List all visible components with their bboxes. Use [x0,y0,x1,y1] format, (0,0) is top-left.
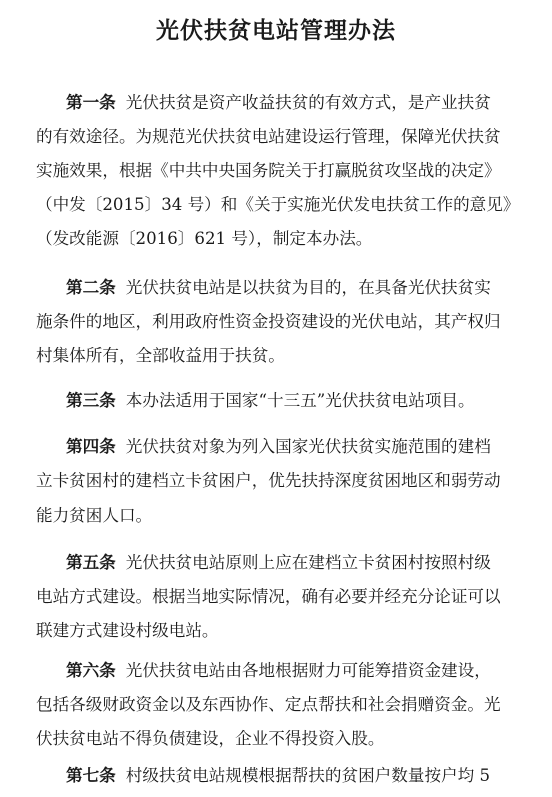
article-6-line-1: 第六条 光伏扶贫电站由各地根据财力可能筹措资金建设， [66,661,491,680]
article-5-line-3: 联建方式建设村级电站。 [36,621,219,640]
article-4-line-2: 立卡贫困村的建档立卡贫困户，优先扶持深度贫困地区和弱劳动 [36,471,501,490]
article-2-line-1: 第二条 光伏扶贫电站是以扶贫为目的，在具备光伏扶贫实 [66,278,491,297]
article-1-line-5: （发改能源〔2016〕621 号），制定本办法。 [36,229,373,248]
article-5-heading: 第五条 [66,553,116,572]
article-2-line-2: 施条件的地区，利用政府性资金投资建设的光伏电站，其产权归 [36,312,501,331]
article-7-line-1: 第七条 村级扶贫电站规模根据帮扶的贫困户数量按户均 5 [66,766,491,785]
article-4-line-3: 能力贫困人口。 [36,506,153,525]
article-1-heading: 第一条 [66,93,116,112]
document-title: 光伏扶贫电站管理办法 [156,18,396,44]
article-6-line-2: 包括各级财政资金以及东西协作、定点帮扶和社会捐赠资金。光 [36,695,501,714]
article-4-line-1: 第四条 光伏扶贫对象为列入国家光伏扶贫实施范围的建档 [66,437,491,456]
article-4-heading: 第四条 [66,437,116,456]
article-5-line-1: 第五条 光伏扶贫电站原则上应在建档立卡贫困村按照村级 [66,553,491,572]
article-2-line-3: 村集体所有，全部收益用于扶贫。 [36,346,285,365]
article-5-line-2: 电站方式建设。根据当地实际情况，确有必要并经充分论证可以 [36,587,501,606]
article-6-heading: 第六条 [66,661,116,680]
article-3-heading: 第三条 [66,391,116,410]
article-1-line-4: （中发〔2015〕34 号）和《关于实施光伏发电扶贫工作的意见》 [36,195,520,214]
article-3-line-1: 第三条 本办法适用于国家“十三五”光伏扶贫电站项目。 [66,391,475,410]
article-1-line-1: 第一条 光伏扶贫是资产收益扶贫的有效方式，是产业扶贫 [66,93,491,112]
article-6-line-3: 伏扶贫电站不得负债建设，企业不得投资入股。 [36,729,385,748]
article-2-heading: 第二条 [66,278,116,297]
article-7-heading: 第七条 [66,766,116,785]
article-1-line-2: 的有效途径。为规范光伏扶贫电站建设运行管理，保障光伏扶贫 [36,127,501,146]
article-1-line-3: 实施效果，根据《中共中央国务院关于打赢脱贫攻坚战的决定》 [36,161,501,180]
